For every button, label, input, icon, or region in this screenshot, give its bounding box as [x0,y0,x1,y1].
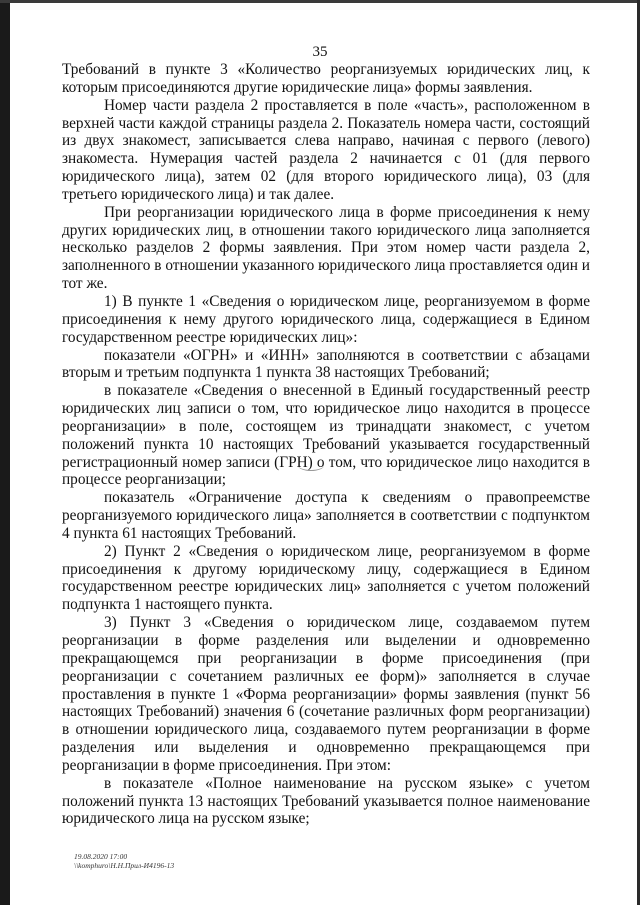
page-number: 35 [312,44,328,60]
paragraph-item-1: 1) В пункте 1 «Сведения о юридическом лице, реорганизуемом в форме присоединения к нему другого юридического лица, содержащиеся в Едином государственном реестре юридических лиц»: [62,292,590,346]
paragraph-grn-record: в показателе «Сведения о внесенной в Единый государственный реестр юридических лиц записи о том, что юридическое лицо находится в процессе реорганизации» в поле, состоящем из тринадцати знакомест, с учетом положений пункта 10 настоящих Требований указывается государственный регистрационный номер записи (ГРН) о том, что юридическое лицо находится в процессе реорганизации; [62,382,590,489]
paragraph-full-name: в показателе «Полное наименование на русском языке» с учетом положений пункта 13 настоящих Требований указывается полное наименование юридического лица на русском языке; [62,774,590,828]
footer-timestamp: 19.08.2020 17:00 [74,852,128,861]
scan-left-edge [0,0,10,905]
paragraph-item-3: 3) Пункт 3 «Сведения о юридическом лице, создаваемом путем реорганизации в форме разделения или выделении и одновременно прекращающемся при реорганизации в форме присоединения (при реорганизации с сочетанием различных ее форм)» заполняется в случае проставления в пункте 1 «Форма реорганизации» формы заявления (пункт 56 настоящих Требований) значения 6 (сочетание различных форм реорганизации) в отношении юридического лица, создаваемого путем реорганизации в форме разделения или выделения и одновременно прекращающемся при реорганизации в форме присоединения. При этом: [62,614,590,774]
paragraph-reorganization-join: При реорганизации юридического лица в форме присоединения к нему других юридических лиц, в отношении такого юридического лица заполняется несколько разделов 2 формы заявления. При этом номер части раздела 2, заполненного в отношении указанного юридического лица проставляется один и тот же. [62,203,590,293]
footer-file-path: \\komphuro\Н.Н.Прил-И4196-13 [74,861,175,870]
document-body [62,61,590,828]
paragraph-access-restriction: показатель «Ограничение доступа к сведениям о правопреемстве реорганизуемого юридического лица» заполняется в соответствии с подпунктом 4 пункта 61 настоящих Требований. [62,489,590,542]
scan-artifact-mark [298,460,324,471]
document-footer [74,852,174,870]
paragraph-part-number: Номер части раздела 2 проставляется в поле «часть», расположенном в верхней части каждой страницы раздела 2. Показатель номера части, состоящий из двух знакомест, записывается слева направо, начиная с первого (левого) знакоместа. Нумерация частей раздела 2 начинается с 01 (для первого юридического лица), затем 02 (для второго юридического лица), 03 (для третьего юридического лица) и так далее. [62,96,590,203]
paragraph-continuation: Требований в пункте 3 «Количество реорганизуемых юридических лиц, к которым присоединяются другие юридические лица» формы заявления. [62,61,590,96]
paragraph-ogrn-inn: показатели «ОГРН» и «ИНН» заполняются в соответствии с абзацами вторым и третьим подпункта 1 пункта 38 настоящих Требований; [62,346,590,382]
scan-top-edge [0,0,640,3]
paragraph-item-2: 2) Пункт 2 «Сведения о юридическом лице, реорганизуемом в форме присоединения к другому юридическому лицу, содержащиеся в Едином государственном реестре юридических лиц» заполняется с учетом положений подпункта 1 настоящего пункта. [62,542,590,614]
